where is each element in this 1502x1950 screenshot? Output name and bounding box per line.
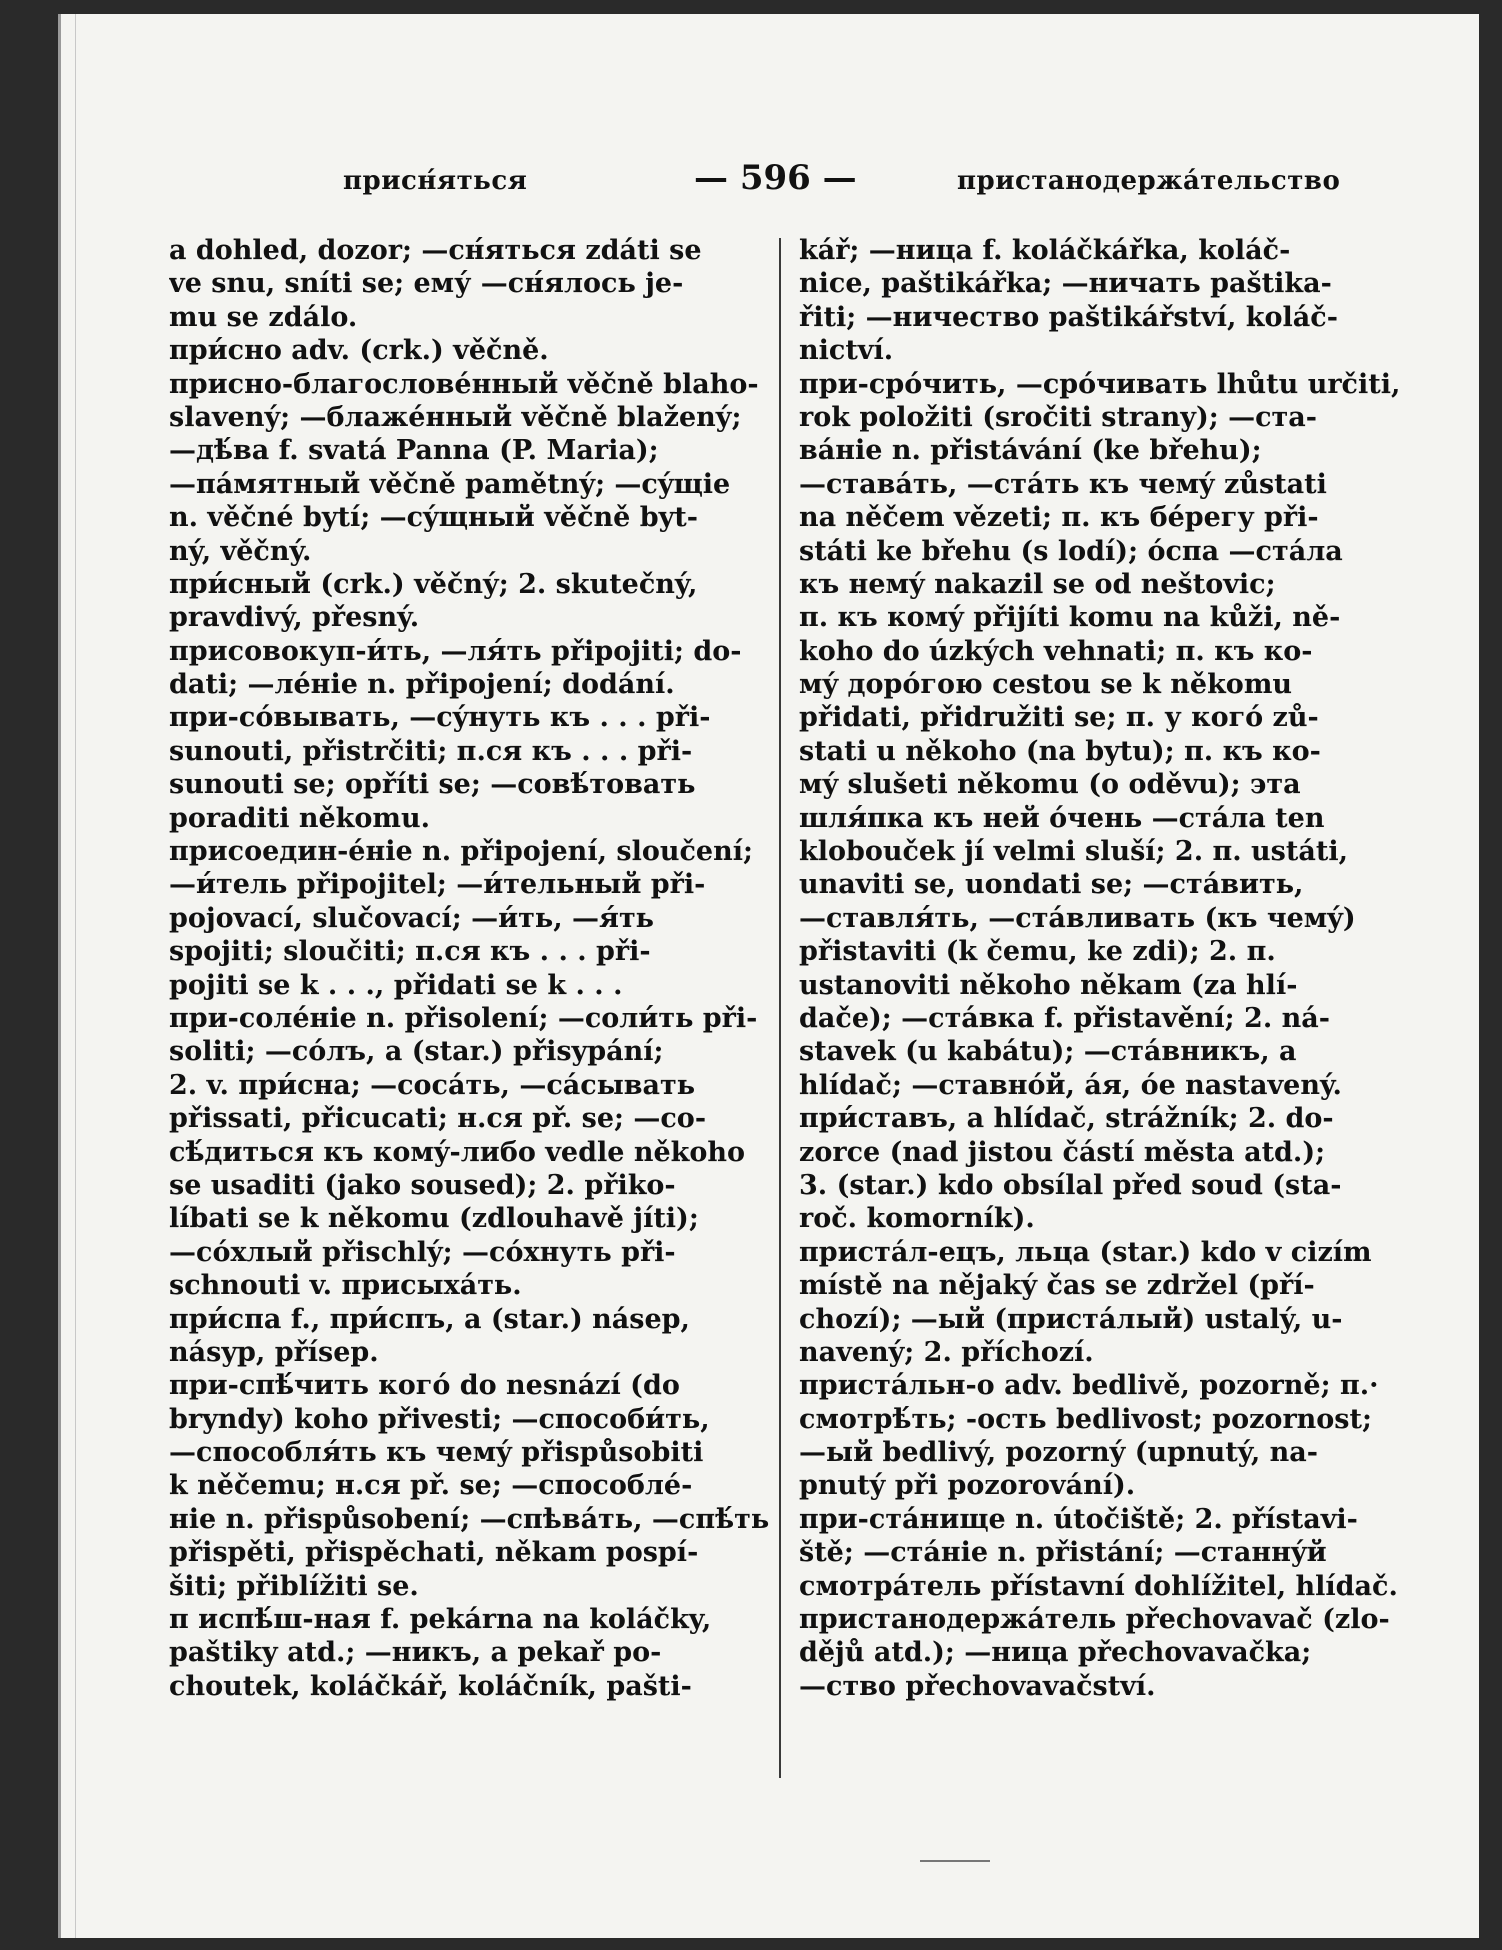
header-left-guide-word: присн́яться bbox=[343, 166, 528, 196]
text-line: при́сный (crk.) věčný; 2. skutečný, bbox=[169, 568, 698, 600]
text-line: přidati, přidružiti se; п. у когó zů- bbox=[799, 702, 1319, 734]
text-line: при-стáнище n. útočiště; 2. přístavi- bbox=[799, 1503, 1358, 1535]
text-line: rok položiti (sročiti strany); —ста- bbox=[799, 401, 1317, 433]
text-line: poraditi někomu. bbox=[169, 802, 430, 834]
text-line: pojovací, slučovací; —и́ть, —я́ть bbox=[169, 902, 655, 934]
text-line: zorce (nad jistou částí města atd.); bbox=[799, 1136, 1326, 1168]
text-line: при́спа f., при́спъ, a (star.) násep, bbox=[169, 1303, 690, 1335]
text-line: сѣ́диться къ комý-либо vedle někoho bbox=[169, 1136, 745, 1168]
text-line: soliti; —сóлъ, a (star.) přisypání; bbox=[169, 1036, 664, 1068]
text-line: ustanoviti někoho někam (za hlí- bbox=[799, 969, 1298, 1001]
text-line: sunouti se; opříti se; —совѣ́товать bbox=[169, 769, 696, 801]
text-line: 2. v. при́сна; —сосáть, —сáсывать bbox=[169, 1069, 696, 1101]
text-line: —и́тель připojitel; —и́тельный při- bbox=[169, 869, 706, 901]
text-line: dače); —стáвка f. přistavění; 2. ná- bbox=[799, 1002, 1330, 1034]
dictionary-page bbox=[58, 14, 1479, 1938]
text-line: klobouček jí velmi sluší; 2. п. ustáti, bbox=[799, 836, 1348, 868]
text-line: přispěti, přispěchati, někam pospí- bbox=[169, 1537, 699, 1569]
scan-mark bbox=[920, 1860, 990, 1862]
text-line: schnouti v. присыхáть. bbox=[169, 1270, 522, 1302]
text-line: koho do úzkých vehnati; п. къ ко- bbox=[799, 635, 1313, 667]
text-line: при́ставъ, a hlídač, strážník; 2. do- bbox=[799, 1103, 1334, 1135]
text-line: mu se zdálo. bbox=[169, 301, 358, 333]
text-line: при-спѣ́чить когó do nesnází (do bbox=[169, 1370, 680, 1402]
text-line: ve snu, sníti se; ему́ —сн́ялось je- bbox=[169, 268, 684, 300]
text-line: ště; —стáніе n. přistání; —станнýй bbox=[799, 1537, 1327, 1569]
text-line: líbati se k někomu (zdlouhavě jíti); bbox=[169, 1203, 699, 1235]
text-line: dějů atd.); —ница přechovavačka; bbox=[799, 1637, 1312, 1669]
text-line: navený; 2. příchozí. bbox=[799, 1336, 1094, 1368]
text-line: spojiti; sloučiti; п.ся къ . . . při- bbox=[169, 936, 651, 968]
text-line: вáніе n. přistávání (ke břehu); bbox=[799, 435, 1262, 467]
header-right-guide-word: пристанодержáтельство bbox=[957, 166, 1341, 196]
text-line: n. věčné bytí; —сýщный věčně byt- bbox=[169, 502, 698, 534]
text-line: при-срóчить, —срóчивать lhůtu určiti, bbox=[799, 368, 1401, 400]
text-line: —сóхлый přischlý; —сóхнуть při- bbox=[169, 1236, 676, 1268]
page-number: — 596 — bbox=[694, 158, 857, 198]
text-line: смотрáтель přístavní dohlížitel, hlídač. bbox=[799, 1570, 1398, 1602]
text-line: místě na nějaký čas se zdržel (pří- bbox=[799, 1270, 1315, 1302]
text-line: шля́пка къ ней óчень —стáла ten bbox=[799, 802, 1325, 834]
text-line: řiti; —ничество paštikářství, koláč- bbox=[799, 301, 1338, 333]
text-line: bryndy) koho přivesti; —способи́ть, bbox=[169, 1403, 710, 1435]
text-line: choutek, koláčkář, koláčník, pašti- bbox=[169, 1670, 692, 1702]
text-line: п. къ комý přijíti komu na kůži, ně- bbox=[799, 602, 1341, 634]
text-line: смотрѣ́ть; -ость bedlivost; pozornost; bbox=[799, 1403, 1372, 1435]
text-line: —ставáть, —стáть къ чемý zůstati bbox=[799, 468, 1327, 500]
text-line: unaviti se, uondati se; —стáвить, bbox=[799, 869, 1304, 901]
page-header bbox=[61, 154, 1479, 204]
text-line: присоедин-éніе n. připojení, sloučení; bbox=[169, 836, 753, 868]
text-line: пристáльн-о adv. bedlivě, pozorně; п.· bbox=[799, 1370, 1379, 1402]
text-line: přistaviti (k čemu, ke zdi); 2. п. bbox=[799, 936, 1276, 968]
text-line: násyp, přísep. bbox=[169, 1336, 379, 1368]
text-line: se usaditi (jako soused); 2. přiko- bbox=[169, 1169, 676, 1201]
left-column bbox=[169, 234, 769, 1703]
text-line: státi ke břehu (s lodí); óспа —стáла bbox=[799, 535, 1343, 567]
text-line: dati; —лéніе n. připojení; dodání. bbox=[169, 669, 675, 701]
text-line: къ немý nakazil se od neštovic; bbox=[799, 568, 1276, 600]
text-line: —ство přechovavačství. bbox=[799, 1670, 1156, 1702]
text-line: nictví. bbox=[799, 335, 894, 367]
text-line: мý дорóгою cestou se k někomu bbox=[799, 669, 1293, 701]
text-line: ніе n. přispůsobení; —спѣвáть, —спѣ́ть bbox=[169, 1503, 769, 1535]
text-line: slavený; —блажéнный věčně blažený; bbox=[169, 401, 742, 433]
text-line: kář; —ница f. koláčkářka, koláč- bbox=[799, 235, 1291, 266]
text-line: 3. (star.) kdo obsílal před soud (sta- bbox=[799, 1169, 1342, 1201]
text-line: roč. komorník). bbox=[799, 1203, 1035, 1235]
text-line: при-солéніе n. přisolení; —соли́ть při- bbox=[169, 1002, 758, 1034]
text-line: nice, paštikářka; —ничать paštika- bbox=[799, 268, 1332, 300]
text-line: —ый bedlivý, pozorný (upnutý, na- bbox=[799, 1437, 1318, 1469]
text-line: пристáл-ецъ, льца (star.) kdo v cizím bbox=[799, 1236, 1372, 1268]
text-line: sunouti, přistrčiti; п.ся къ . . . při- bbox=[169, 735, 693, 767]
text-line: при́сно adv. (crk.) věčně. bbox=[169, 335, 549, 367]
text-line: na něčem vězeti; п. къ бéрегу při- bbox=[799, 502, 1319, 534]
text-line: stavek (u kabátu); —стáвникъ, a bbox=[799, 1036, 1297, 1068]
text-line: присно-благословéнный věčně blaho- bbox=[169, 368, 759, 400]
right-column bbox=[799, 234, 1407, 1703]
text-line: пристанодержáтель přechovavač (zlo- bbox=[799, 1604, 1390, 1636]
text-line: hlídač; —ставнóй, áя, óе nastavený. bbox=[799, 1069, 1342, 1101]
text-line: pravdivý, přesný. bbox=[169, 602, 420, 634]
text-line: —дѣ́ва f. svatá Panna (P. Maria); bbox=[169, 435, 659, 467]
text-line: přissati, přicucati; н.ся př. se; —со- bbox=[169, 1103, 707, 1135]
text-line: —способля́ть къ чемý přispůsobiti bbox=[169, 1437, 704, 1469]
text-line: —пáмятный věčně pamětný; —сýщіе bbox=[169, 468, 731, 500]
text-line: paštiky atd.; —никъ, a pekař po- bbox=[169, 1637, 662, 1669]
text-line: присовокуп-и́ть, —ля́ть připojiti; do- bbox=[169, 635, 742, 667]
text-line: stati u někoho (na bytu); п. къ ко- bbox=[799, 735, 1321, 767]
text-line: pnutý při pozorování). bbox=[799, 1470, 1136, 1502]
text-line: šiti; přiblížiti se. bbox=[169, 1570, 419, 1602]
text-line: мý slušeti někomu (o oděvu); эта bbox=[799, 769, 1301, 801]
text-line: chozí); —ый (пристáлый) ustalý, u- bbox=[799, 1303, 1343, 1335]
text-line: при-сóвывать, —сýнуть къ . . . při- bbox=[169, 702, 711, 734]
text-line: pojiti se k . . ., přidati se k . . . bbox=[169, 969, 623, 1001]
text-line: —ставля́ть, —стáвливать (къ чемý) bbox=[799, 902, 1356, 934]
text-line: ný, věčný. bbox=[169, 535, 312, 567]
text-line: п испѣ́ш-ная f. pekárna na koláčky, bbox=[169, 1604, 712, 1636]
text-line: a dohled, dozor; —сн́яться zdáti se bbox=[169, 235, 702, 266]
text-line: k něčemu; н.ся př. se; —способлé- bbox=[169, 1470, 693, 1502]
column-divider bbox=[779, 238, 781, 1778]
